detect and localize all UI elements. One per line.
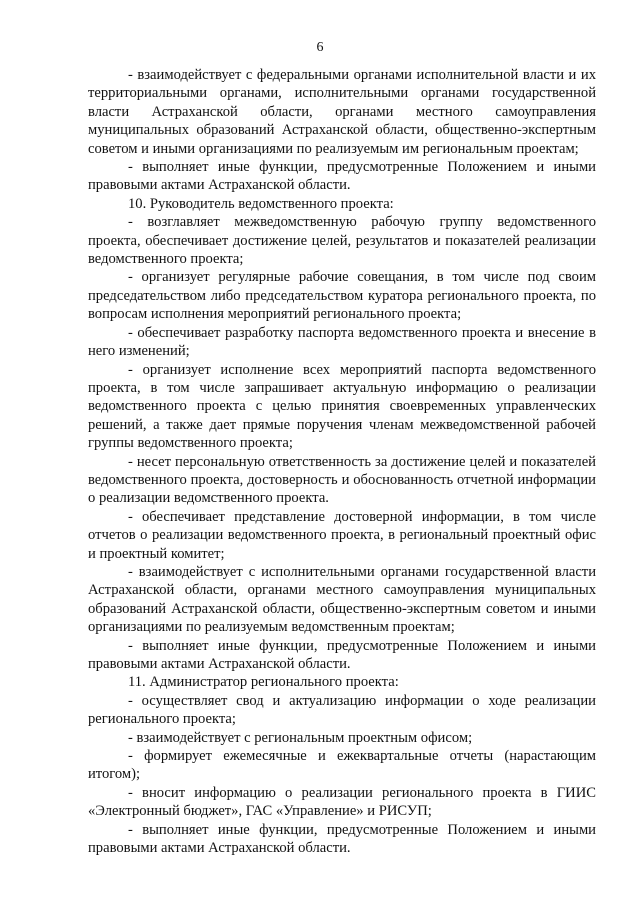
section-11-heading: 11. Администратор регионального проекта: xyxy=(128,674,399,691)
paragraph-giis-entry: - вносит информацию о реализации регионального проекта в ГИИС «Электронный бюджет», ГАС «Управление» и РИСУП; xyxy=(88,784,596,820)
paragraph-other-functions-1: - выполняет иные функции, предусмотренные Положением и иными правовыми актами Астраханской области. xyxy=(88,159,596,194)
page-number: 6 xyxy=(316,40,324,55)
paragraph-leads-working-group: - возглавляет межведомственную рабочую группу ведомственного проекта, обеспечивает достижение целей, результатов и показателей реализации ведомственного проекта; xyxy=(88,214,596,268)
paragraph-interaction-executive: - взаимодействует с исполнительными органами государственной власти Астраханской области, органами местного самоуправления муниципальных образований Астраханской области, общественно-экспертным советом и иными организациями по реализуемым ведомственным проектам; xyxy=(88,563,596,636)
paragraph-other-functions-3: - выполняет иные функции, предусмотренные Положением и иными правовыми актами Астраханской области. xyxy=(88,821,596,857)
document-body xyxy=(88,66,596,857)
paragraph-reports: - формирует ежемесячные и ежеквартальные отчеты (нарастающим итогом); xyxy=(88,748,596,783)
paragraph-organizes-execution: - организует исполнение всех мероприятий паспорта ведомственного проекта, в том числе запрашивает актуальную информацию о реализации ведомственного проекта с целью принятия своевременных управленческих решений, а также дает прямые поручения членам межведомственной рабочей группы ведомственного проекта; xyxy=(88,361,596,452)
paragraph-consolidation: - осуществляет свод и актуализацию информации о ходе реализации регионального проекта; xyxy=(88,692,596,728)
paragraph-interaction-federal: - взаимодействует с федеральными органами исполнительной власти и их территориальными органами, исполнительными органами государственной власти Астраханской области, органами местного самоуправления муниципальных образований Астраханской области, общественно-экспертным советом и иными организациями по реализуемым им региональным проектам; xyxy=(88,67,596,157)
section-10-heading: 10. Руководитель ведомственного проекта: xyxy=(128,195,394,212)
paragraph-organizes-meetings: - организует регулярные рабочие совещания, в том числе под своим председательством либо председательством куратора регионального проекта, по вопросам исполнения мероприятий регионального проекта; xyxy=(88,269,596,323)
paragraph-passport-development: - обеспечивает разработку паспорта ведомственного проекта и внесение в него изменений; xyxy=(88,324,596,360)
paragraph-personal-responsibility: - несет персональную ответственность за достижение целей и показателей ведомственного проекта, достоверность и обоснованность отчетной информации о реализации ведомственного проекта. xyxy=(88,453,596,507)
paragraph-other-functions-2: - выполняет иные функции, предусмотренные Положением и иными правовыми актами Астраханской области. xyxy=(88,637,596,672)
paragraph-reliable-information: - обеспечивает представление достоверной информации, в том числе отчетов о реализации ведомственного проекта, в региональный проектный офис и проектный комитет; xyxy=(88,508,596,562)
paragraph-interaction-office: - взаимодействует с региональным проектным офисом; xyxy=(128,729,473,746)
